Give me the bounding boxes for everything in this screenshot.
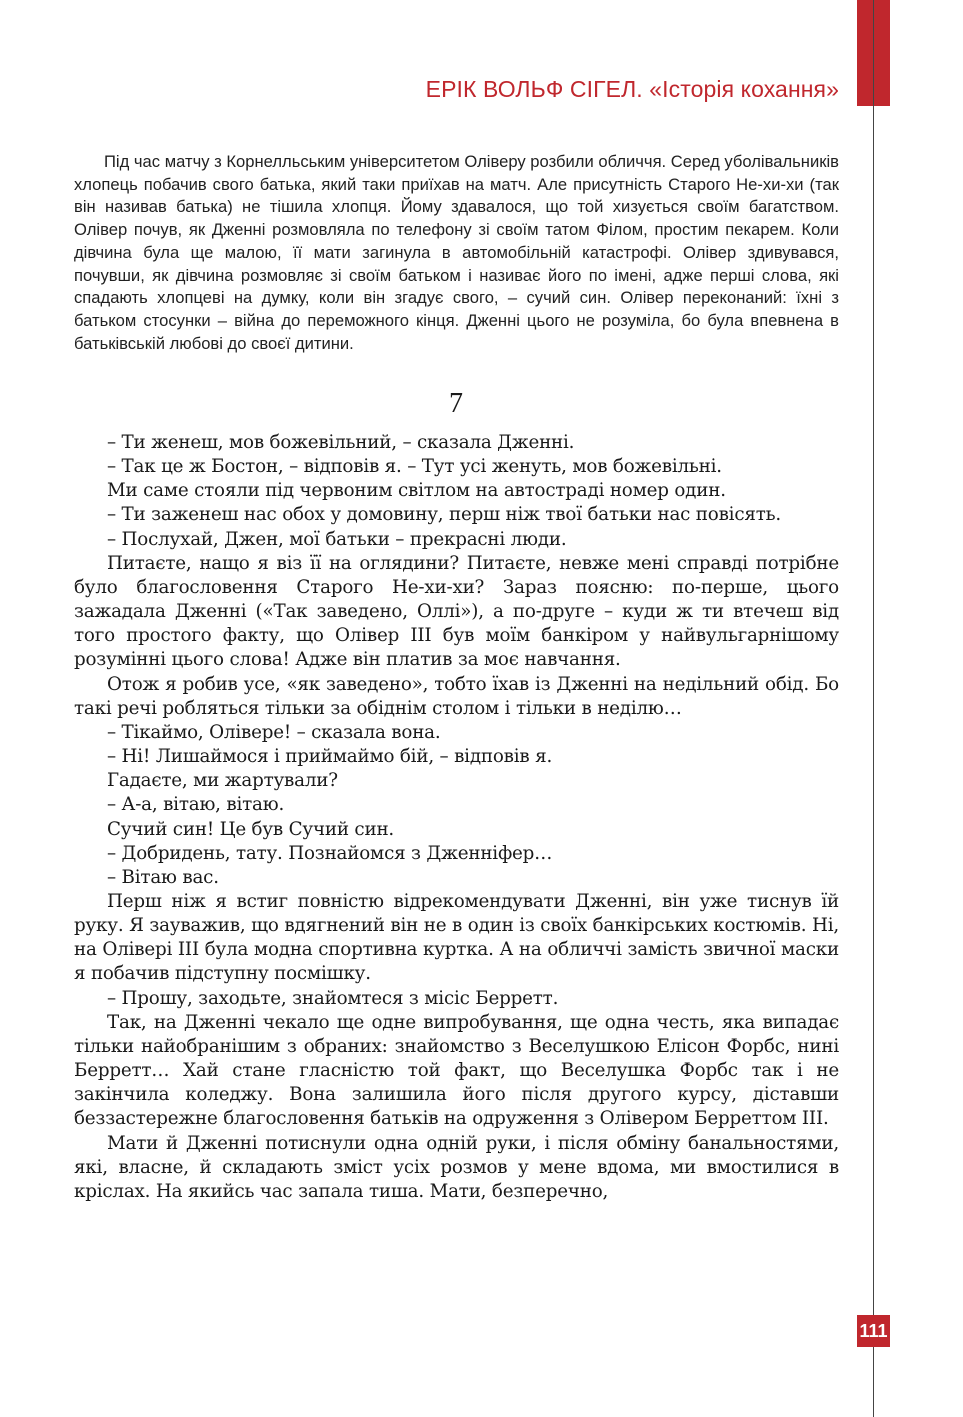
paragraph: – Ти заженеш нас обох у домовину, перш ніж твої батьки нас повісять. — [107, 504, 781, 526]
paragraph: – Ти женеш, мов божевільний, – сказала Дженні. — [107, 432, 575, 453]
paragraph: – Ні! Лишаймося і приймаймо бій, – відповів я. — [107, 746, 553, 768]
paragraph: – Вітаю вас. — [107, 866, 219, 888]
paragraph: – Добридень, тату. Познайомся з Дженніфер… — [107, 842, 553, 864]
main-text — [74, 431, 839, 1204]
paragraph: – А-а, вітаю, вітаю. — [107, 794, 285, 816]
paragraph: Гадаєте, ми жартували? — [107, 770, 338, 792]
chapter-summary — [74, 151, 839, 355]
paragraph: Сучий син! Це був Сучий син. — [107, 818, 395, 840]
paragraph: – Так це ж Бостон, – відповів я. – Тут усі женуть, мов божевільні. — [107, 456, 722, 478]
paragraph: Питаєте, нащо я віз її на оглядини? Питаєте, невже мені справді потрібне було благословення Старого Не-хи-хи? Зараз поясню: по-перше, цього зажадала Дженні («Так заведено, Оллі»), а по-друге – куди ж ти втечеш від того простого факту, що Олівер III був моїм банкіром у найвульгарнішому розумінні цього слова! Адже він платив за моє навчання. — [74, 552, 839, 671]
paragraph: – Тікаймо, Олівере! – сказала вона. — [107, 721, 441, 743]
paragraph: Ми саме стояли під червоним світлом на автостраді номер один. — [107, 480, 726, 502]
chapter-number: 7 — [449, 388, 463, 419]
summary-paragraph: Під час матчу з Корнелльським університетом Оліверу розбили обличчя. Серед уболівальників хлопець побачив свого батька, який таки приїхав на матч. Але присутність Старого Не-хи-хи (так він називав батька) не тішила хлопця. Йому здавалося, що той хизується своїм багатством. Олівер почув, як Дженні розмовляла по телефону зі своїм татом Філом, простим пекарем. Коли дівчина була ще малою, її мати загинула в автомобільній катастрофі. Олівер здивувався, почувши, як дівчина розмовляє зі своїм батьком і називає його по імені, адже перші слова, які спадають хлопцеві на думку, коли він згадує свого, – сучий син. Олівер переконаний: їхні з батьком стосунки – війна до переможного кінця. Дженні цього не розуміла, бо була впевнена в батьківській любові до своєї дитини. — [74, 152, 839, 353]
paragraph: Так, на Дженні чекало ще одне випробування, ще одна честь, яка випадає тільки найобранішим з обраних: знайомство з Веселушкою Елісон Форбс, нині Берретт… Хай стане гласністю той факт, що Веселушка Форбс так і не закінчила коледжу. Вона залишила його після другого курсу, діставши беззастережне благословення батьків на одруження з Олівером Берреттом III. — [74, 1011, 839, 1130]
running-head: ЕРІК ВОЛЬФ СІГЕЛ. «Історія кохання» — [425, 76, 839, 102]
paragraph: Мати й Дженні потиснули одна одній руки, і після обміну банальностями, які, власне, й складають зміст усіх розмов у мене вдома, ми вмостилися в кріслах. На якийсь час запала тиша. Мати, безперечно, — [74, 1132, 839, 1202]
margin-rule — [873, 0, 874, 1417]
paragraph: – Прошу, заходьте, знайомтеся з місіс Берретт. — [107, 987, 559, 1009]
page-number: 111 — [857, 1315, 890, 1347]
paragraph: Отож я робив усе, «як заведено», тобто їхав із Дженні на недільний обід. Бо такі речі робляться тільки за обіднім столом і тільки в неділю… — [74, 673, 839, 719]
paragraph: – Послухай, Джен, мої батьки – прекрасні люди. — [107, 528, 567, 550]
paragraph: Перш ніж я встиг повністю відрекомендувати Дженні, він уже тиснув їй руку. Я зауважив, що вдягнений він не в один із своїх банкірських костюмів. Ні, на Олівері III була модна спортивна куртка. А на обличчі замість звичної маски я побачив підступну посмішку. — [74, 890, 839, 985]
